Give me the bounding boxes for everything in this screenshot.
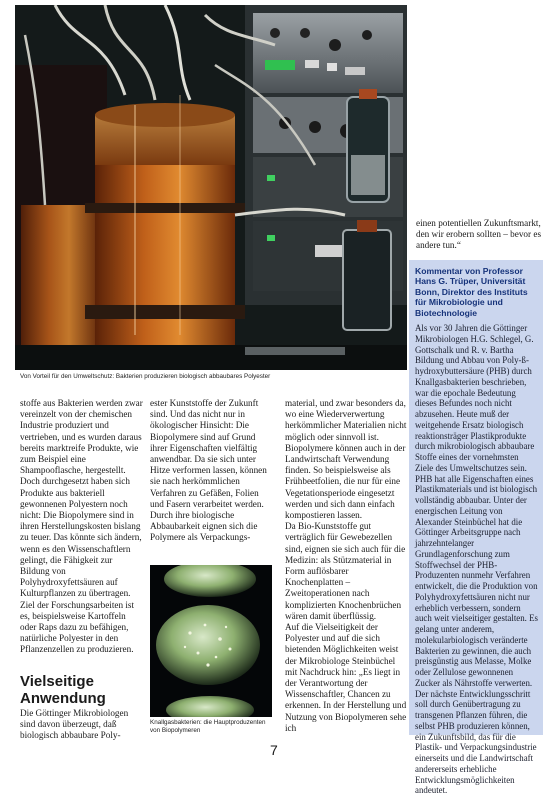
petri-dish-caption: Knallgasbakterien: die Hauptproduzenten von Biopolymeren: [150, 719, 266, 734]
section-heading: Vielseitige Anwendung: [20, 673, 106, 707]
petri-dish-illustration: [150, 565, 272, 717]
lab-photo: [15, 5, 407, 370]
photo-caption: Von Vorteil für den Umweltschutz: Bakterien produzieren biologisch abbaubares Polyester: [20, 373, 271, 380]
column-1-text: stoffe aus Bakterien werden zwar vereinzelt von der chemischen Industrie produziert und vertrieben, und es wurden daraus bereits marktreife Produkte, wie zum Beispiel eine Shampooflasche, hergestellt. Doch durchgesetzt haben sich Produkte aus bakteriell gewonnenen Polyestern noch nicht: Die Biopolymere sind in ihren Herstellungskosten bislang zu teuer. Das könnte sich ändern, wenn es den Wissenschaftlern gelingt, die Fähigkeit zur Bildung von Polyhydroxyfettsäuren auf Kulturpflanzen zu übertragen. Ziel der Forschungsarbeiten ist es, beispielsweise Kartoffeln oder Raps dazu zu befähigen, natürliche Polyester in den Pflanzenzellen zu produzieren.: [20, 398, 143, 655]
column-3-paragraph-3: Da Bio-Kunststoffe gut verträglich für Gewebezellen sind, eignen sie sich auch für die Medizin: als Stützmaterial in Form auflösbarer Knochenplatten – Zweitoperationen nach komplizierten Knochenbrüchen wären damit überflüssig.: [285, 521, 406, 621]
commentary-body: Als vor 30 Jahren die Göttinger Mikrobiologen H.G. Schlegel, G. Gottschalk und R. v. Bartha Bildung und Abbau von Poly-ß-hydroxybuttersäure (PHB) durch Knallgasbakterien beschrieben, war die epochale Bedeutung dieses Befundes noch nicht abzusehen. Heute muß der weitgehende Ersatz biologisch reaktionsträger Plastikprodukte durch mikrobiologisch abbaubare Stoffe eines der vornehmsten Ziele des Umweltschutzes sein. PHB hat alle Eigenschaften eines Plastikmaterials und ist biologisch vollständig abbaubar. Unter der energischen Leitung von Alexander Steinbüchel hat die Göttinger Arbeitsgruppe nach jahrzehntelanger Grundlagenforschung zum Stoffwechsel der PHB-Produzenten nunmehr Verfahren entwickelt, die die Produktion von Polyhydroxyfettsäuren nicht nur erheblich verbessern, sondern auch weit vielseitiger gestalten. Es gelang unter anderem, molekularbiologisch veränderte Bakterien zu gewinnen, die auch preisgünstig aus Melasse, Molke oder Zellulose gewonnenen Zucker als Nährstoffe verwerten. Der nächste Entwicklungsschritt soll durch Genübertragung zu transgenen Pflanzen führen, die selbst PHB produzieren können, ein Zukunftsbild, das für die Plastik- und Verpackungsindustrie einerseits und die Landwirtschaft andererseits erhebliche Entwicklungsmöglichkeiten andeutet.: [415, 323, 538, 796]
article-column-2: [150, 398, 272, 544]
commentary-box: [409, 260, 543, 796]
article-column-1-continued: [20, 708, 143, 742]
column-3-paragraph-4: Auf die Vielseitigkeit der Polyester und auf die sich bietenden Möglichkeiten weist der Mikrobiologe Steinbüchel mit Nachdruck hin: „Es liegt in der Verantwortung der Wissenschaftler, Chancen zu erkennen. In der Herstellung und Nutzung von Biopolymeren sehe ich: [285, 622, 407, 733]
quote-ending: einen potentiellen Zukunftsmarkt, den wir erobern sollten – bevor es andere tun.“: [416, 218, 542, 251]
column-1-continued-text: Die Göttinger Mikrobiologen sind davon überzeugt, daß biologisch abbaubare Poly-: [20, 708, 129, 741]
column-3-paragraph-2: Biopolymere können auch in der Landwirtschaft Verwendung finden. So beispielsweise als Frühbeetfolien, die nur für eine Vegetationsperiode eingesetzt werden und sich dann einfach kompostieren lassen.: [285, 442, 406, 521]
commentary-title: Kommentar von Professor Hans G. Trüper, Universität Bonn, Direktor des Instituts für Mikrobiologie und Biotechnologie: [415, 266, 528, 318]
lab-photo-illustration: [15, 5, 407, 370]
column-3-paragraph-1: material, und zwar besonders da, wo eine Wiederverwertung herkömmlicher Materialien nicht möglich oder sinnvoll ist.: [285, 398, 407, 442]
column-2-text: ester Kunststoffe der Zukunft sind. Und das nicht nur in ökologischer Hinsicht: Die Biopolymere sind auf Grund ihrer Eigenschaften vielfältig anwendbar. Da sie sich unter Hitze verformen lassen, können sie nach herkömmlichen Verfahren zu Gefäßen, Folien und Fasern verarbeitet werden. Durch ihre biologische Abbaubarkeit eignen sich die Polymere als Verpackungs-: [150, 398, 267, 543]
page-number: 7: [270, 742, 278, 758]
petri-dish-photo: [150, 565, 272, 717]
article-column-3: [285, 398, 407, 734]
article-column-1: [20, 398, 143, 656]
